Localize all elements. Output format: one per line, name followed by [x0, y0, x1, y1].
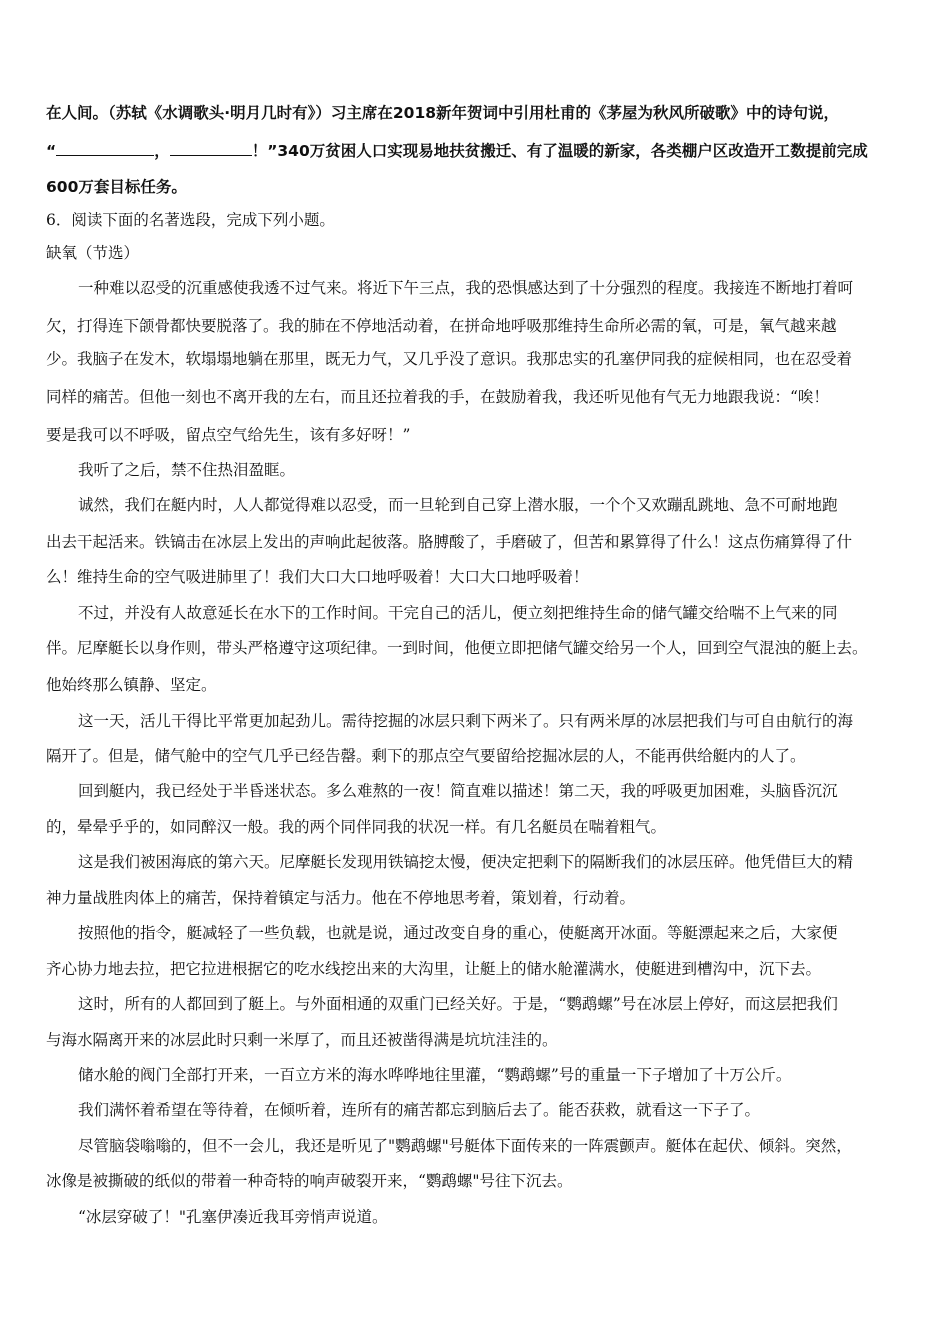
passage-line: 一种难以忍受的沉重感使我透不过气来。将近下午三点，我的恐惧感达到了十分强烈的程度。我接连不断地打着呵 — [78, 279, 854, 297]
passage-line: 出去干起活来。铁镐击在冰层上发出的声响此起彼落。胳膊酸了，手磨破了，但苦和累算得了什么！这点伤痛算得了什 — [46, 533, 853, 551]
passage-line: 这时，所有的人都回到了艇上。与外面相通的双重门已经关好。于是，“鹦鹉螺”号在冰层上停好，而这层把我们 — [78, 995, 838, 1013]
quote-open: “ — [46, 142, 57, 160]
passage-line: 他始终那么镇静、坚定。 — [46, 676, 217, 694]
passage-line: 同样的痛苦。但他一刻也不离开我的左右，而且还拉着我的手，在鼓励着我，我还听见他有气无力地跟我说：“唉！ — [46, 388, 829, 406]
passage-line: 与海水隔离开来的冰层此时只剩一米厚了，而且还被凿得满是坑坑洼洼的。 — [46, 1031, 558, 1049]
blank-separator: ， — [154, 142, 170, 160]
passage-line: 不过，并没有人故意延长在水下的工作时间。干完自己的活儿，便立刻把维持生命的储气罐交给喘不上气来的同 — [78, 604, 838, 622]
passage-line: 么！维持生命的空气吸进肺里了！我们大口大口地呼吸着！大口大口地呼吸着！ — [46, 568, 589, 586]
top-line-3: 600万套目标任务。 — [46, 178, 187, 196]
passage-line: 隔开了。但是，储气舱中的空气几乎已经告罄。剩下的那点空气要留给挖掘冰层的人，不能再供给艇内的人了。 — [46, 747, 806, 765]
passage-line: 神力量战胜肉体上的痛苦，保持着镇定与活力。他在不停地思考着，策划着，行动着。 — [46, 889, 636, 907]
top-line-2 — [46, 141, 868, 161]
passage-line: 这是我们被困海底的第六天。尼摩艇长发现用铁镐挖太慢，便决定把剩下的隔断我们的冰层压碎。他凭借巨大的精 — [78, 853, 854, 871]
passage-line: 冰像是被撕破的纸似的带着一种奇特的响声破裂开来，“鹦鹉螺"号往下沉去。 — [46, 1172, 573, 1190]
passage-line: 诚然，我们在艇内时，人人都觉得难以忍受，而一旦轮到自己穿上潜水服，一个个又欢蹦乱跳地、急不可耐地跑 — [78, 496, 838, 514]
passage-line: 齐心协力地去拉，把它拉进根据它的吃水线挖出来的大沟里，让艇上的储水舱灌满水，使艇进到槽沟中，沉下去。 — [46, 960, 822, 978]
passage-line: 这一天，活儿干得比平常更加起劲儿。需待挖掘的冰层只剩下两米了。只有两米厚的冰层把我们与可自由航行的海 — [78, 712, 854, 730]
passage-line: “冰层穿破了！"孔塞伊凑近我耳旁悄声说道。 — [78, 1208, 388, 1226]
fill-blank-1 — [56, 141, 154, 156]
top-line-1: 在人间。（苏轼《水调歌头·明月几时有》）习主席在2018新年贺词中引用杜甫的《茅屋为秋风所破歌》中的诗句说， — [46, 104, 840, 122]
passage-line: 回到艇内，我已经处于半昏迷状态。多么难熬的一夜！简直难以描述！第二天，我的呼吸更加困难，头脑昏沉沉 — [78, 782, 838, 800]
passage-line: 我们满怀着希望在等待着，在倾听着，连所有的痛苦都忘到脑后去了。能否获救，就看这一下子了。 — [78, 1101, 761, 1119]
passage-line: 尽管脑袋嗡嗡的，但不一会儿，我还是听见了"鹦鹉螺"号艇体下面传来的一阵震颤声。艇体在起伏、倾斜。突然， — [78, 1137, 852, 1155]
passage-line: 要是我可以不呼吸，留点空气给先生，该有多好呀！” — [46, 426, 411, 444]
passage-line: 伴。尼摩艇长以身作则，带头严格遵守这项纪律。一到时间，他便立即把储气罐交给另一个人，回到空气混浊的艇上去。 — [46, 639, 868, 657]
passage-line: 按照他的指令，艇减轻了一些负载，也就是说，通过改变自身的重心，使艇离开冰面。等艇漂起来之后，大家便 — [78, 924, 838, 942]
fill-blank-2 — [170, 141, 252, 156]
top-line-2-rest: ！”340万贫困人口实现易地扶贫搬迁、有了温暖的新家，各类棚户区改造开工数提前完成 — [251, 142, 868, 160]
passage-title: 缺氧（节选） — [46, 244, 140, 262]
passage-line: 我听了之后，禁不住热泪盈眶。 — [78, 461, 296, 479]
passage-line: 的，晕晕乎乎的，如同醉汉一般。我的两个同伴同我的状况一样。有几名艇员在喘着粗气。 — [46, 818, 667, 836]
passage-line: 少。我脑子在发木，软塌塌地躺在那里，既无力气，又几乎没了意识。我那忠实的孔塞伊同我的症候相同，也在忍受着 — [46, 350, 853, 368]
question-prompt: 6．阅读下面的名著选段，完成下列小题。 — [46, 211, 335, 229]
passage-line: 储水舱的阀门全部打开来，一百立方米的海水哗哗地往里灌，“鹦鹉螺”号的重量一下子增加了十万公斤。 — [78, 1066, 792, 1084]
passage-line: 欠，打得连下颌骨都快要脱落了。我的肺在不停地活动着，在拼命地呼吸那维持生命所必需的氧，可是，氧气越来越 — [46, 317, 837, 335]
